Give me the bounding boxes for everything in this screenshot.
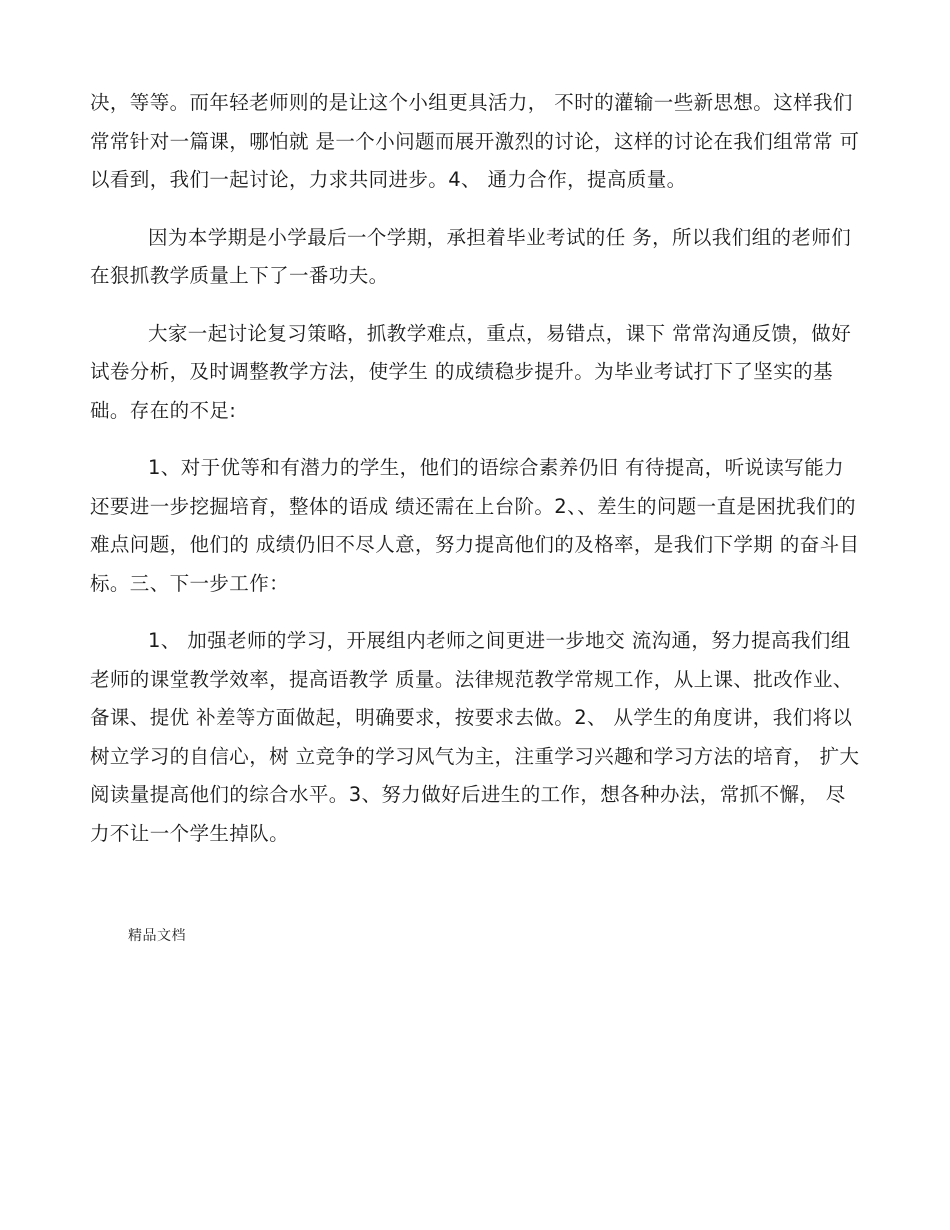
paragraph-1: 决，等等。而年轻老师则的是让这个小组更具活力， 不时的灌输一些新思想。这样我们常常针对一篇课，哪怕就 是一个小问题而展开激烈的讨论，这样的讨论在我们组常常 可以看到，我们一起讨论，力求共同进步。4、 通力合作，提高质量。 [90,91,860,191]
paragraph-2: 因为本学期是小学最后一个学期，承担着毕业考试的任 务，所以我们组的老师们在狠抓教学质量上下了一番功夫。 [90,225,852,287]
footer-watermark-text: 精品文档 [128,928,186,944]
paragraph-4: 1、对于优等和有潜力的学生，他们的语综合素养仍旧 有待提高，听说读写能力还要进一步挖掘培育，整体的语成 绩还需在上台阶。2、、差生的问题一直是困扰我们的难点问题，他们的 成绩仍旧不尽人意，努力提高他们的及格率，是我们下学期 的奋斗目标。三、下一步工作： [90,456,860,595]
paragraph-3: 大家一起讨论复习策略，抓教学难点，重点，易错点，课下 常常沟通反馈，做好试卷分析，及时调整教学方法，使学生 的成绩稳步提升。为毕业考试打下了坚实的基础。存在的不足: [90,321,852,422]
document-body [90,84,860,872]
paragraph-5: 1、 加强老师的学习，开展组内老师之间更进一步地交 流沟通，努力提高我们组老师的课堂教学效率，提高语教学 质量。法律规范教学常规工作，从上课、批改作业、备课、提优 补差等方面做起，明确要求，按要求去做。2、 从学生的角度讲，我们将以树立学习的自信心，树 立竞争的学习风气为主，注重学习兴趣和学习方法的培育， 扩大阅读量提高他们的综合水平。3、努力做好后进生的工作，想各种办法，常抓不懈， 尽力不让一个学生掉队。 [90,629,860,845]
